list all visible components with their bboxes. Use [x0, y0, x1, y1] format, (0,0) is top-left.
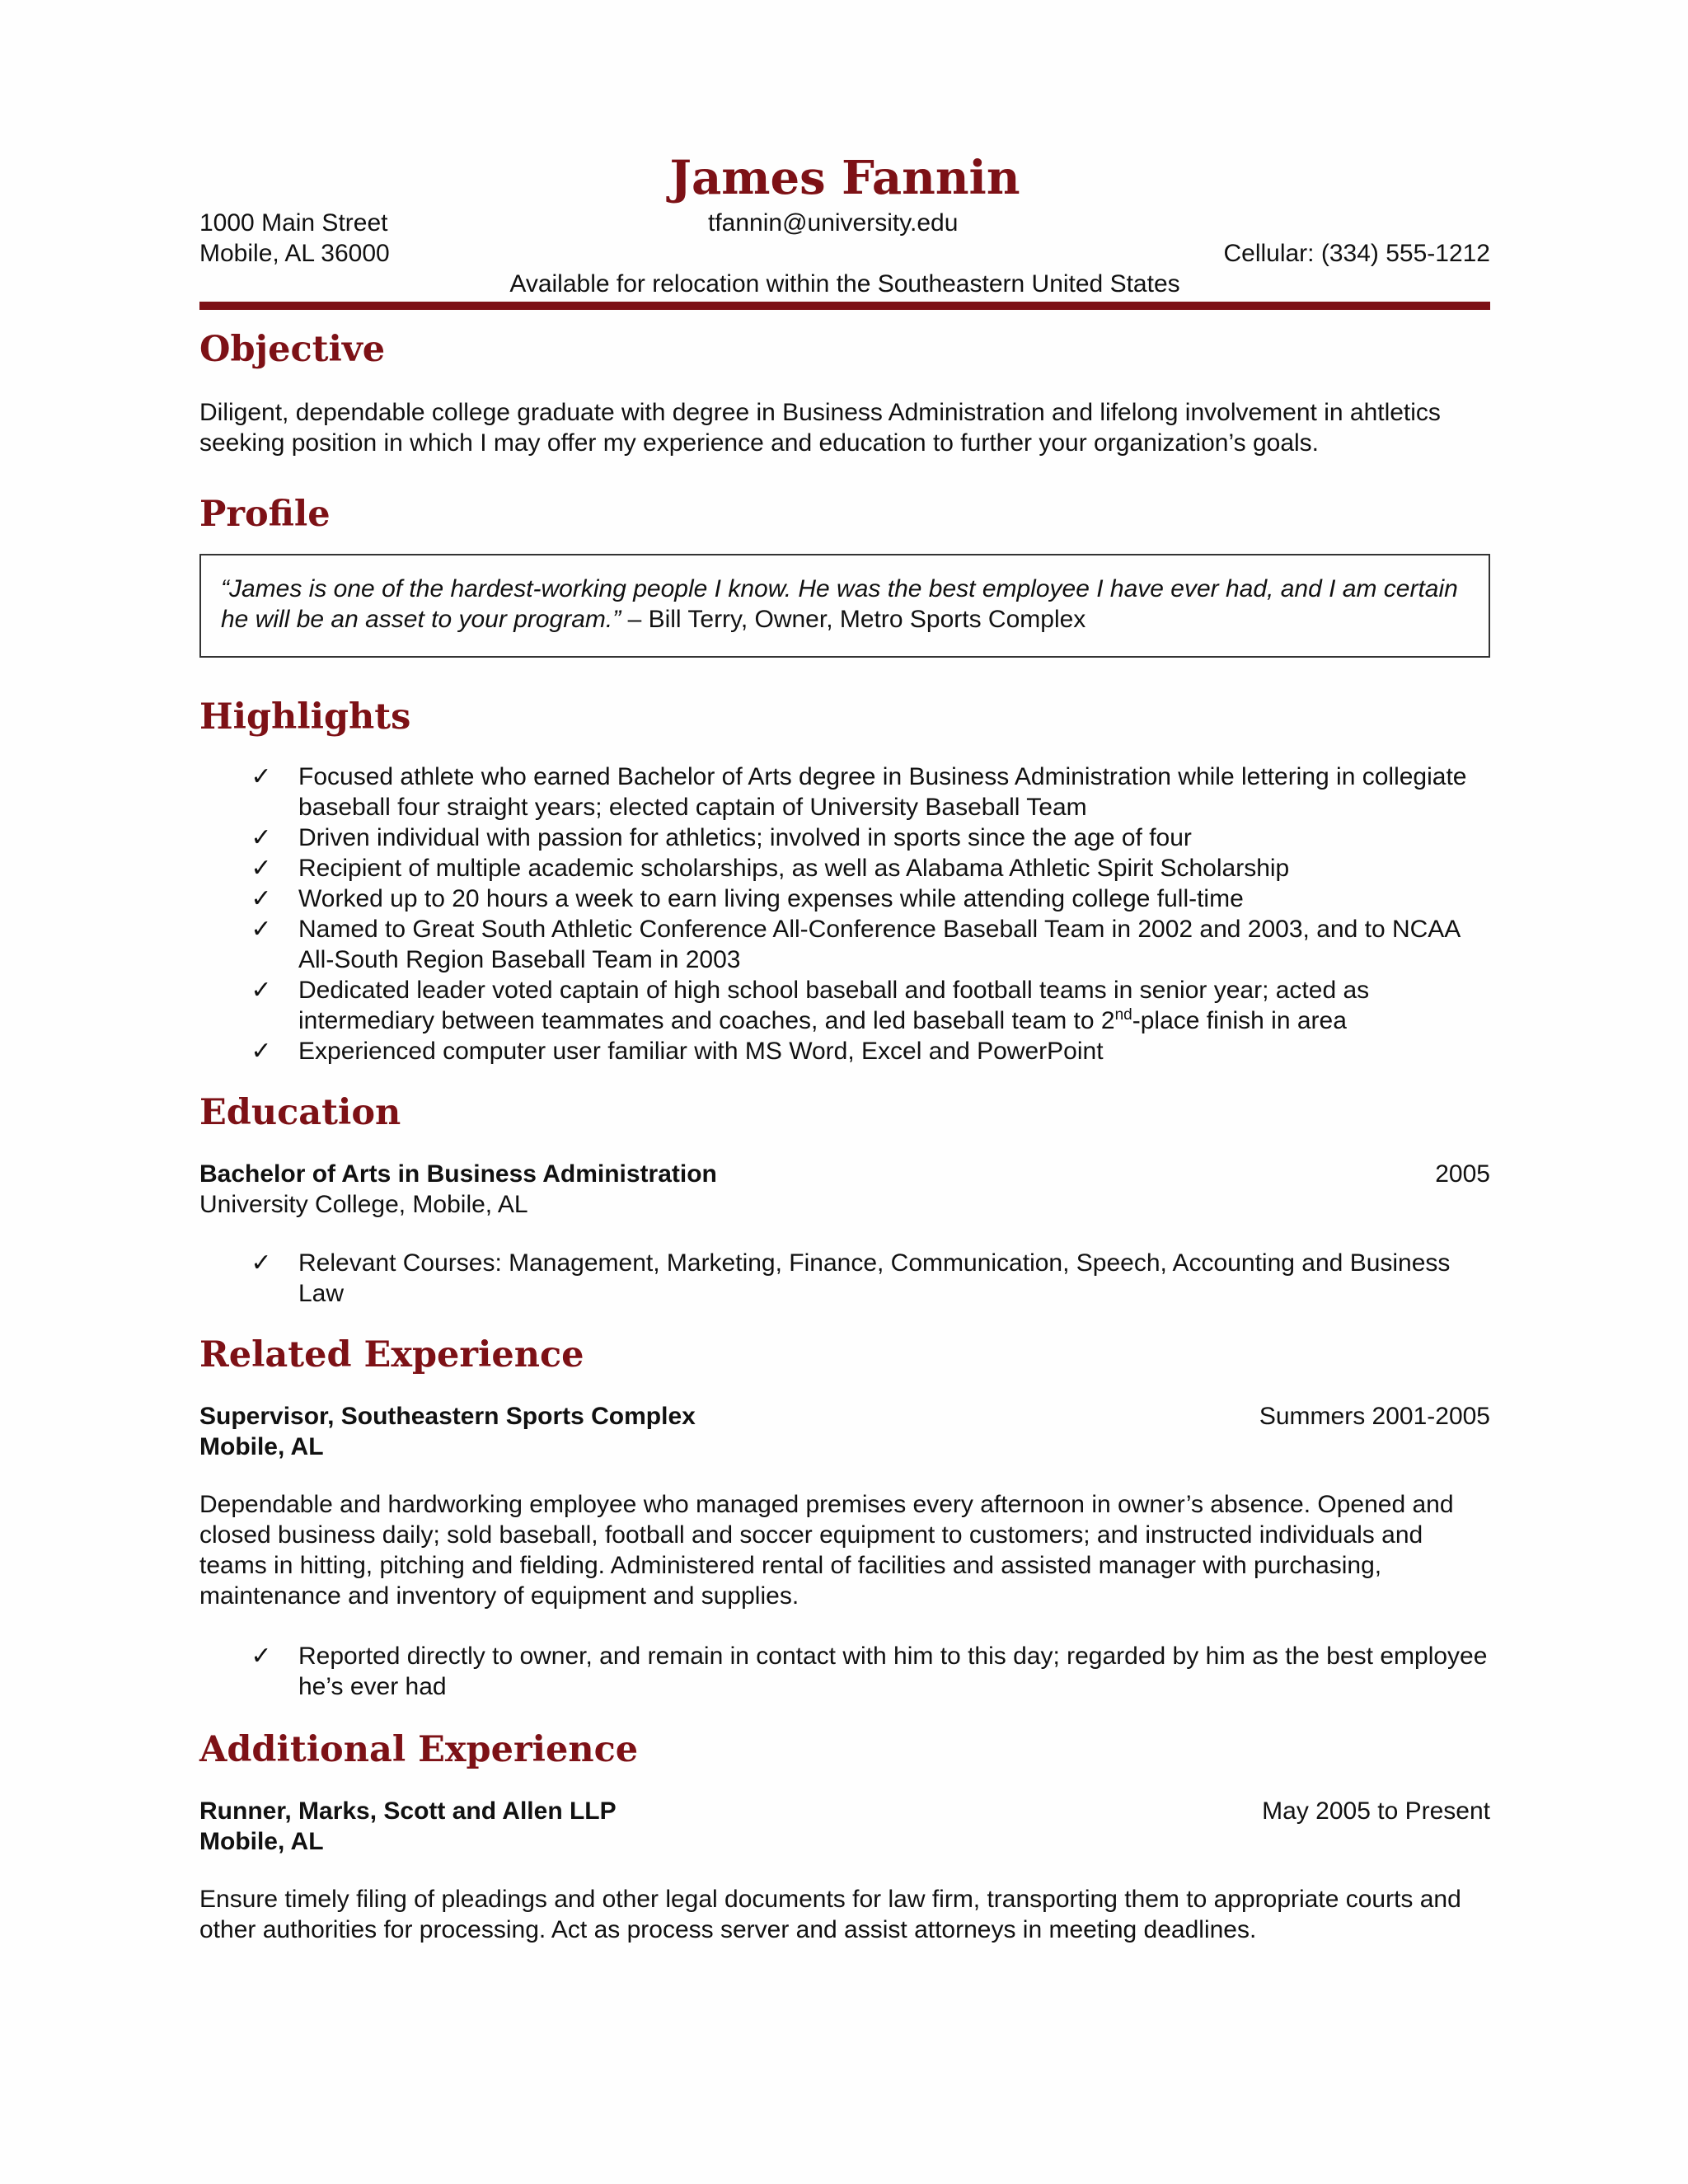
header-divider [199, 302, 1490, 310]
highlight-text: Experienced computer user familiar with MS Word, Excel and PowerPoint [298, 1038, 1104, 1065]
list-item [251, 823, 1490, 853]
highlight-text: Dedicated leader voted captain of high school baseball and football teams in senior year; acted as intermediary between teammates and coaches, and led baseball team to 2 [298, 977, 1370, 1034]
education-heading: Education [199, 1092, 401, 1133]
checkmark-icon: ✓ [251, 977, 272, 1004]
relocation-note: Available for relocation within the Southeastern United States [509, 270, 1180, 298]
checkmark-icon: ✓ [251, 1038, 272, 1065]
highlight-text: Focused athlete who earned Bachelor of Arts degree in Business Administration while lettering in collegiate baseball four straight years; elected captain of University Baseball Team [298, 763, 1467, 821]
contact-block [199, 208, 1490, 302]
checkmark-icon: ✓ [251, 763, 272, 790]
resume-page [199, 148, 1490, 1945]
email-address: tfannin@university.edu [708, 209, 959, 237]
highlights-list [199, 762, 1490, 1066]
list-item [251, 914, 1490, 975]
job-bullet-text: Reported directly to owner, and remain in contact with him to this day; regarded by him as the best employee he’s ever had [298, 1643, 1488, 1700]
checkmark-icon: ✓ [251, 824, 272, 851]
objective-text: Diligent, dependable college graduate with degree in Business Administration and lifelong involvement in ahtletics seeking position in which I may offer my experience and education to further your organization’s goals. [199, 399, 1441, 457]
checkmark-icon: ✓ [251, 885, 272, 912]
education-list [199, 1248, 1490, 1309]
degree-row [199, 1159, 1490, 1189]
school-name: University College, Mobile, AL [199, 1191, 528, 1218]
list-item [251, 1036, 1490, 1066]
job-row [199, 1796, 1490, 1826]
profile-heading: Profile [199, 494, 331, 535]
list-item [251, 1641, 1490, 1702]
candidate-name: James Fannin [669, 151, 1020, 205]
highlights-heading: Highlights [199, 696, 411, 738]
testimonial-quote: “James is one of the hardest-working people I know. He was the best employee I have ever had, and I am certain he will be an asset to your program.” [221, 575, 1458, 633]
list-item [251, 853, 1490, 883]
checkmark-icon: ✓ [251, 855, 272, 882]
highlight-text: Worked up to 20 hours a week to earn living expenses while attending college full-time [298, 885, 1244, 912]
checkmark-icon: ✓ [251, 916, 272, 943]
highlight-text: Named to Great South Athletic Conference All-Conference Baseball Team in 2002 and 2003, and to NCAA All-South Region Baseball Team in 2003 [298, 916, 1460, 973]
objective-heading: Objective [199, 329, 386, 370]
related-experience-heading: Related Experience [199, 1334, 584, 1376]
list-item [251, 975, 1490, 1036]
street-address: 1000 Main Street [199, 209, 388, 237]
degree-title: Bachelor of Arts in Business Administration [199, 1160, 717, 1188]
city-state-zip: Mobile, AL 36000 [199, 240, 390, 267]
job-location: Mobile, AL [199, 1433, 324, 1460]
related-list [199, 1641, 1490, 1702]
job-location: Mobile, AL [199, 1828, 324, 1855]
highlight-text: Driven individual with passion for athletics; involved in sports since the age of four [298, 824, 1192, 851]
list-item [251, 1248, 1490, 1309]
job-dates: Summers 2001-2005 [1259, 1403, 1490, 1430]
list-item [251, 883, 1490, 914]
profile-quote-box [199, 554, 1490, 658]
job-dates: May 2005 to Present [1262, 1797, 1490, 1825]
ordinal-suffix: nd [1114, 1006, 1132, 1024]
job-title: Runner, Marks, Scott and Allen LLP [199, 1797, 617, 1825]
job-title: Supervisor, Southeastern Sports Complex [199, 1403, 696, 1430]
checkmark-icon: ✓ [251, 1249, 272, 1277]
courses-text: Relevant Courses: Management, Marketing, Finance, Communication, Speech, Accounting and Business Law [298, 1249, 1451, 1307]
job-description: Dependable and hardworking employee who managed premises every afternoon in owner’s absence. Opened and closed business daily; sold baseball, football and soccer equipment to customers; and instructed individuals and teams in hitting, pitching and fielding. Administered rental of facilities and assisted manager with purchasing, maintenance and inventory of equipment and supplies. [199, 1491, 1454, 1610]
cell-phone: Cellular: (334) 555-1212 [1223, 240, 1490, 267]
highlight-text-end: -place finish in area [1132, 1007, 1347, 1034]
list-item [251, 762, 1490, 823]
testimonial-attribution: – Bill Terry, Owner, Metro Sports Complex [621, 606, 1086, 633]
highlight-text: Recipient of multiple academic scholarships, as well as Alabama Athletic Spirit Scholarship [298, 855, 1290, 882]
additional-experience-heading: Additional Experience [199, 1729, 639, 1770]
job-row [199, 1401, 1490, 1432]
degree-year: 2005 [1435, 1160, 1490, 1188]
job-description: Ensure timely filing of pleadings and other legal documents for law firm, transporting them to appropriate courts and other authorities for processing. Act as process server and assist attorneys in meeting deadlines. [199, 1886, 1461, 1943]
checkmark-icon: ✓ [251, 1643, 272, 1670]
